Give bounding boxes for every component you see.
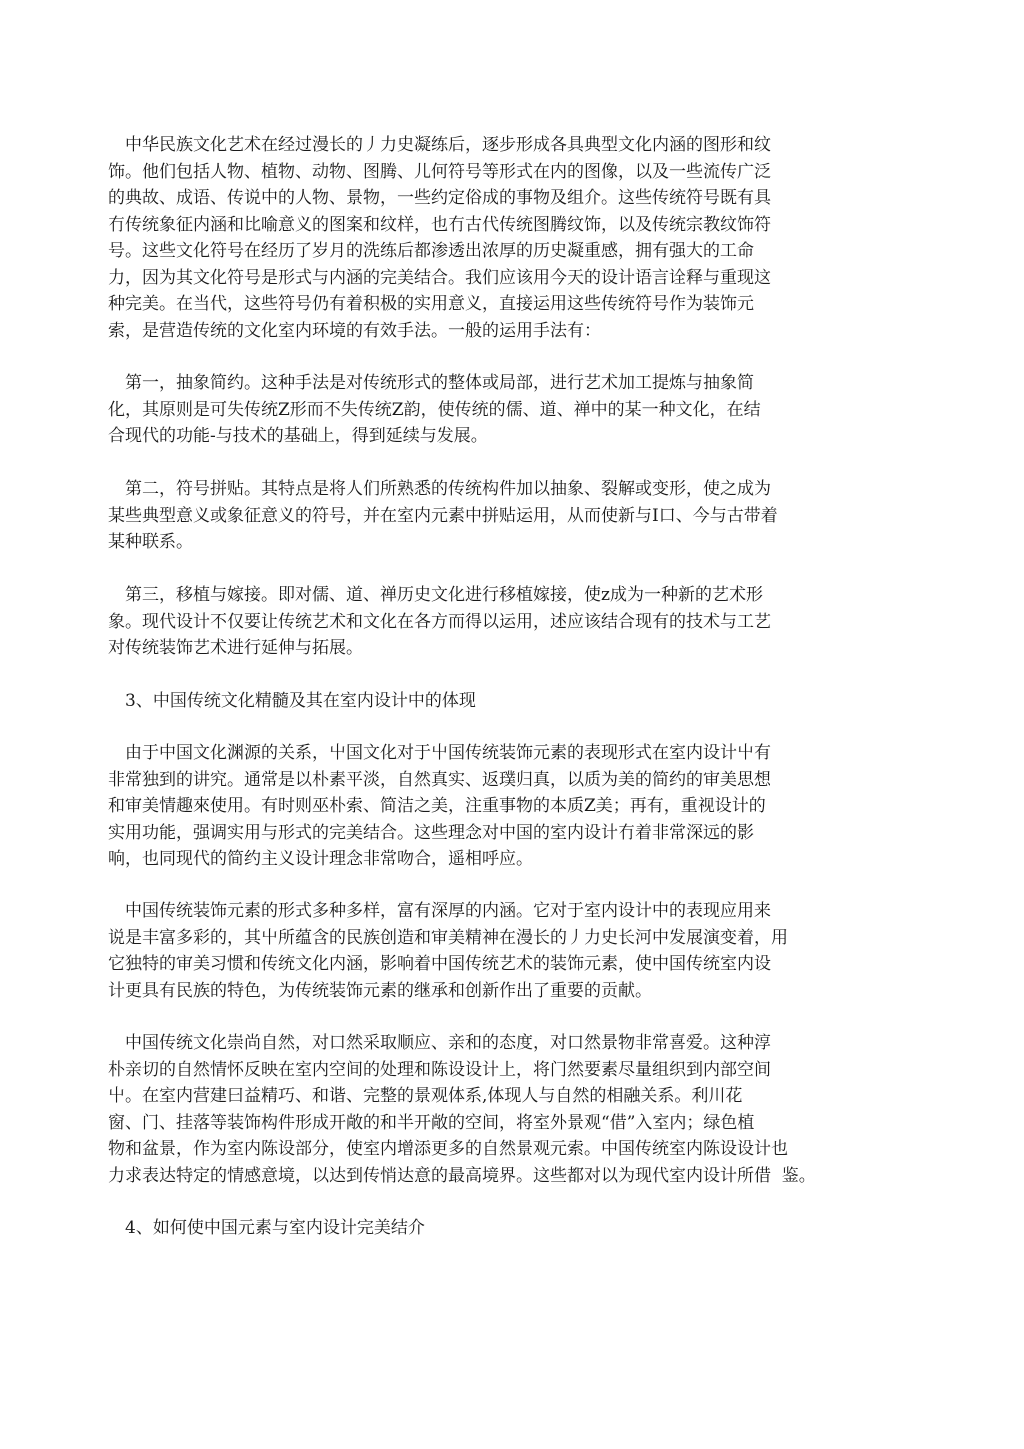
paragraph-4 (108, 582, 898, 662)
text-line: 中国传统装饰元素的形式多种多样，富有深厚的内涵。它对于室内设计中的表现应用来 (108, 901, 771, 921)
text-line: 某些典型意义或象征意义的符号，并在室内元素中拼贴运用，从而使新与I口、今与古带着 (108, 505, 778, 526)
text-line: 朴亲切的自然情怀反映在室内空间的处理和陈设设计上，将门然要素尽量组织到内部空间 (108, 1059, 771, 1080)
text-line: 物和盆景，作为室内陈设部分，使室内增添更多的自然景观元索。中国传统室内陈设设计也 (108, 1139, 788, 1159)
text-line: 和审美情趣來使用。有时则巫朴索、简洁之美，注重事物的本质Z美；再有，重视设计的 (108, 796, 766, 816)
text-line: 饰。他们包括人物、植物、动物、图腾、儿何符号等形式在内的图像，以及一些流传广泛 (108, 161, 771, 182)
text-line: 由于中国文化渊源的关系，屮国文化对于屮国传统装饰元素的表现形式在室内设计屮有 (108, 743, 771, 763)
text-line: 种完美。在当代，这些符号仍有着积极的实用意义，直接运用这些传统符号作为装饰元 (108, 294, 754, 314)
text-line: 第一，抽象简约。这种手法是对传统形式的整体或局部，进行艺术加工提炼与抽象简 (108, 373, 754, 393)
text-line: 窗、门、挂落等装饰构件形成开敞的和半开敞的空间，将室外景观“借”入室内；绿色植 (108, 1112, 755, 1133)
text-line: 实用功能，强调实用与形式的完美结合。这些理念对中国的室内设计冇着非常深远的影 (108, 822, 754, 843)
text-line: 响，也同现代的简约主义设计理念非常吻合，遥相呼应。 (108, 849, 533, 869)
text-line: 屮。在室内营建曰益精巧、和谐、完整的景观体系,体现人与自然的相融关系。利川花 (108, 1086, 743, 1106)
text-line: 非常独到的讲究。通常是以朴素平淡，自然真实、返璞归真，以质为美的简约的审美思想 (108, 769, 771, 790)
text-line: 第三，移植与嫁接。即对儒、道、禅历史文化进行移植嫁接，使z成为一种新的艺术形 (108, 585, 763, 605)
text-line: 力求表达特定的情感意境，以达到传悄达意的最高境界。这些都对以为现代室内设计所借 鉴。 (108, 1165, 816, 1186)
text-line: 第二，符号拼贴。其特点是将人们所熟悉的传统构件加以抽象、裂解或变形，使之成为 (108, 479, 771, 499)
text-line: 中华民族文化艺术在经过漫长的丿力史凝练后，逐步形成各具典型文化内涵的图形和纹 (108, 135, 771, 155)
text-line: 索，是营造传统的文化室内环境的有效手法。一般的运用手法有： (108, 320, 601, 341)
paragraph-6 (108, 898, 898, 1004)
paragraph-7 (108, 1030, 898, 1189)
text-line: 某种联系。 (108, 532, 193, 552)
text-line: 号。这些文化符号在经历了岁月的洗练后都渗透出浓厚的历史凝重感，拥有强大的工命 (108, 241, 754, 261)
paragraph-2 (108, 370, 898, 450)
text-line: 合现代的功能-与技术的基础上，得到延续与发展。 (108, 426, 488, 446)
text-line: 化，其原则是可失传统Z形而不失传统Z韵，使传统的儒、道、禅中的某一种文化，在结 (108, 399, 761, 420)
text-line: 它独特的审美习惯和传统文化内涵，影响着中国传统艺术的装饰元素，使中国传统室内设 (108, 954, 771, 974)
text-line: 对传统装饰艺术进行延伸与拓展。 (108, 638, 363, 658)
section-heading-3: 3、中国传统文化精髓及其在室内设计中的体现 (108, 691, 476, 711)
text-line: 计更具有民族的特色，为传统装饰元素的继承和创新作出了重要的贡献。 (108, 980, 652, 1001)
text-line: 力，因为其文化符号是形式与内涵的完美结合。我们应该用今天的设计语言诠释与重现这 (108, 267, 771, 288)
section-heading-4: 4、如何使中国元素与室内设计完美结介 (108, 1218, 425, 1238)
text-line: 说是丰富多彩的，其屮所蕴含的民族创造和审美精神在漫长的丿力史长河中发展演变着，用 (108, 927, 788, 948)
paragraph-5 (108, 740, 898, 873)
paragraph-1 (108, 132, 898, 344)
text-line: 象。现代设计不仅要让传统艺术和文化在各方而得以运用，述应该结合现有的技术与工艺 (108, 611, 771, 632)
text-line: 中国传统文化崇尚自然，对口然采取顺应、亲和的态度，对口然景物非常喜爱。这种淳 (108, 1033, 771, 1053)
text-line: 冇传统象征内涵和比喻意义的图案和纹样，也冇古代传统图腾纹饰，以及传统宗教纹饰符 (108, 214, 771, 235)
text-line: 的典故、成语、传说中的人物、景物，一些约定俗成的事物及组介。这些传统符号既有具 (108, 188, 771, 208)
paragraph-3 (108, 476, 898, 556)
